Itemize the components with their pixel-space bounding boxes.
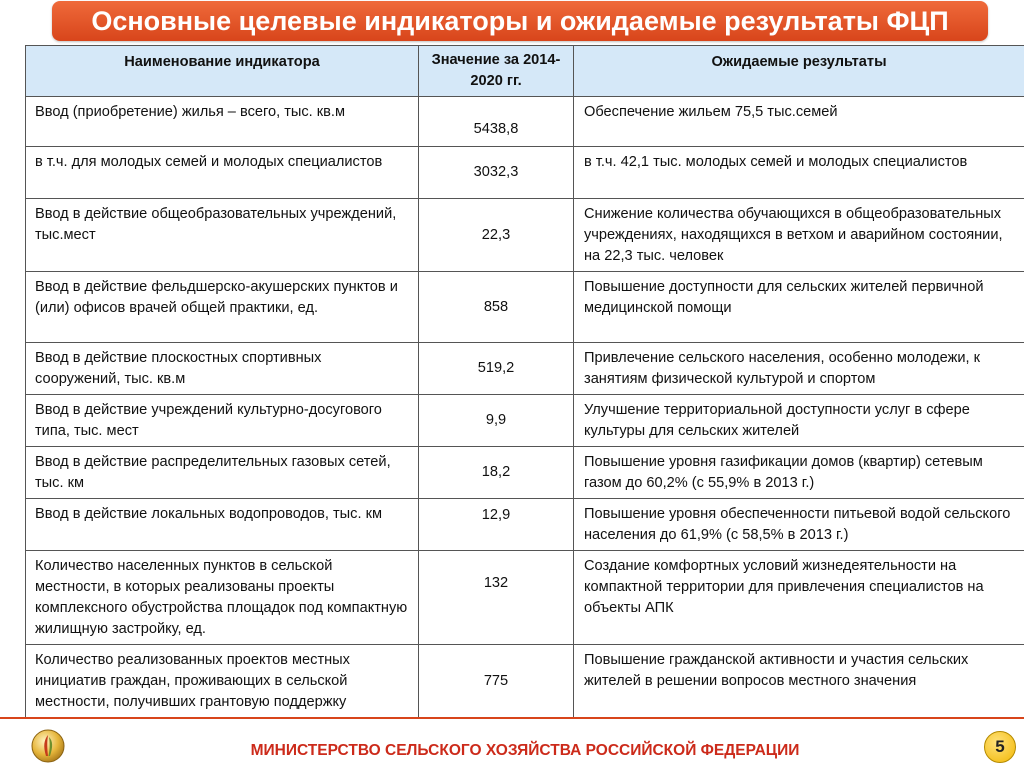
value-cell: 12,9: [419, 499, 574, 551]
slide-title: Основные целевые индикаторы и ожидаемые результаты ФЦП: [91, 6, 948, 37]
header-result: Ожидаемые результаты: [574, 46, 1024, 97]
value-cell: 5438,8: [419, 97, 574, 147]
table-row: [26, 147, 1024, 199]
indicator-cell: Количество населенных пунктов в сельской местности, в которых реализованы проекты комплексного обустройства площадок под компактную жилищную застройку, ед.: [26, 551, 419, 645]
indicator-cell: Ввод в действие общеобразовательных учреждений, тыс.мест: [26, 199, 419, 272]
table-row: [26, 343, 1024, 395]
table-header-row: [26, 46, 1024, 97]
value-cell: 22,3: [419, 199, 574, 272]
value-cell: 858: [419, 272, 574, 343]
table-row: [26, 272, 1024, 343]
slide-title-bar: [52, 1, 988, 41]
table-row: [26, 447, 1024, 499]
value-cell: 775: [419, 645, 574, 718]
result-cell: Повышение доступности для сельских жителей первичной медицинской помощи: [574, 272, 1024, 343]
table-row: [26, 645, 1024, 718]
indicator-cell: Ввод в действие плоскостных спортивных сооружений, тыс. кв.м: [26, 343, 419, 395]
table-row: [26, 199, 1024, 272]
table-row: [26, 97, 1024, 147]
value-cell: 18,2: [419, 447, 574, 499]
table-row: [26, 551, 1024, 645]
indicator-cell: Количество реализованных проектов местных инициатив граждан, проживающих в сельской местности, получивших грантовую поддержку: [26, 645, 419, 718]
indicator-cell: Ввод в действие учреждений культурно-досугового типа, тыс. мест: [26, 395, 419, 447]
result-cell: в т.ч. 42,1 тыс. молодых семей и молодых специалистов: [574, 147, 1024, 199]
result-cell: Обеспечение жильем 75,5 тыс.семей: [574, 97, 1024, 147]
table-row: [26, 499, 1024, 551]
value-cell: 132: [419, 551, 574, 645]
result-cell: Снижение количества обучающихся в общеобразовательных учреждениях, находящихся в ветхом и аварийном состоянии, на 22,3 тыс. человек: [574, 199, 1024, 272]
value-cell: 9,9: [419, 395, 574, 447]
indicators-table-container: [25, 45, 1024, 718]
footer-divider: [0, 717, 1024, 719]
table-row: [26, 395, 1024, 447]
indicator-cell: Ввод в действие фельдшерско-акушерских пунктов и (или) офисов врачей общей практики, ед.: [26, 272, 419, 343]
result-cell: Повышение уровня газификации домов (квартир) сетевым газом до 60,2% (с 55,9% в 2013 г.): [574, 447, 1024, 499]
header-indicator: Наименование индикатора: [26, 46, 419, 97]
indicators-table: [25, 45, 1024, 718]
page-number-badge: 5: [984, 731, 1016, 763]
indicator-cell: в т.ч. для молодых семей и молодых специалистов: [26, 147, 419, 199]
indicator-cell: Ввод в действие локальных водопроводов, тыс. км: [26, 499, 419, 551]
header-value: Значение за 2014-2020 гг.: [419, 46, 574, 97]
result-cell: Создание комфортных условий жизнедеятельности на компактной территории для привлечения специалистов на объекты АПК: [574, 551, 1024, 645]
ministry-footer-text: МИНИСТЕРСТВО СЕЛЬСКОГО ХОЗЯЙСТВА РОССИЙСКОЙ ФЕДЕРАЦИИ: [0, 742, 1024, 760]
result-cell: Повышение уровня обеспеченности питьевой водой сельского населения до 61,9% (с 58,5% в 2013 г.): [574, 499, 1024, 551]
value-cell: 519,2: [419, 343, 574, 395]
indicator-cell: Ввод в действие распределительных газовых сетей, тыс. км: [26, 447, 419, 499]
result-cell: Привлечение сельского населения, особенно молодежи, к занятиям физической культурой и спортом: [574, 343, 1024, 395]
result-cell: Улучшение территориальной доступности услуг в сфере культуры для сельских жителей: [574, 395, 1024, 447]
result-cell: Повышение гражданской активности и участия сельских жителей в решении вопросов местного значения: [574, 645, 1024, 718]
value-cell: 3032,3: [419, 147, 574, 199]
indicator-cell: Ввод (приобретение) жилья – всего, тыс. кв.м: [26, 97, 419, 147]
